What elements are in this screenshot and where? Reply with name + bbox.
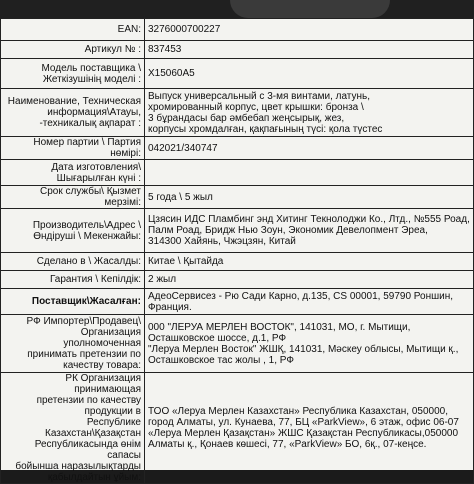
model-label-line: Жеткізушінің моделі :: [42, 73, 141, 85]
rk-org-value-line: Алматы қ., Қонаев көшесі, 77, «ParkView» БО, 6қ., 07-кеңсе.: [148, 439, 427, 450]
manufacture-date-label-line: Дата изготовления\: [51, 161, 141, 173]
name-value: [145, 89, 474, 137]
manufacturer-value-line: 314300 Хайянь, Чжэцзян, Китай: [148, 236, 296, 247]
rk-org-value: [145, 373, 474, 484]
made-in-label: Сделано в \ Жасалды:: [1, 253, 145, 271]
manufacture-date-value: [145, 160, 474, 186]
name-label-line: информация\Атауы,: [47, 107, 141, 118]
name-label-line: Наименование, Техническая: [7, 96, 141, 107]
name-value-line: хромированный корпус, цвет крышки: бронза \: [148, 101, 364, 113]
background-object: [230, 0, 390, 18]
model-label-line: Модель поставщика \: [41, 62, 141, 74]
name-label: [1, 89, 145, 137]
rf-importer-label-line: качеству товара:: [63, 360, 141, 371]
rf-importer-label-line: Организация уполномоченная: [63, 327, 141, 349]
row-model: [1, 59, 474, 89]
batch-value: 042021/340747: [145, 137, 474, 160]
article-value: 837453: [145, 41, 474, 59]
row-article: [1, 41, 474, 59]
rf-importer-label: [1, 315, 145, 373]
row-name: [1, 89, 474, 137]
batch-label: Номер партии \ Партия нөмірі:: [1, 137, 145, 160]
manufacturer-value-line: Палм Роад, Бридж Нью Зоун, Экономик Девелопмент Эреа,: [148, 225, 428, 236]
rf-importer-label-line: принимать претензии по: [27, 349, 141, 360]
rf-importer-value-line: Осташковское шоссе, д.1, РФ: [148, 332, 287, 344]
made-in-value: Китае \ Қытайда: [145, 253, 474, 271]
ean-label: EAN:: [1, 19, 145, 41]
row-ean: [1, 19, 474, 41]
manufacturer-value-line: Цзясин ИДС Пламбинг энд Хитинг Текнолоджи Ко., Лтд., №555 Роад,: [148, 214, 470, 225]
name-label-line: -техникалық ақпарат :: [39, 118, 141, 129]
rk-org-value-line: город Алматы, ул. Кунаева, 77, БЦ «ParkView», 6 этаж, офис 06-07: [148, 417, 459, 428]
supplier-label: Поставщик\Жасалған:: [1, 289, 145, 315]
rk-org-label-line: қабылдайтын ұйым:: [47, 472, 141, 483]
product-label-sticker: [0, 18, 474, 483]
rf-importer-value-line: Осташковское тас жолы , 1, РФ: [148, 354, 294, 366]
warranty-value: 2 жыл: [145, 271, 474, 289]
rf-importer-value-line: "Леруа Мерлен Восток" ЖШҚ, 141031, Мәскеу облысы, Мытищи қ.,: [148, 343, 459, 355]
warranty-label: Гарантия \ Кепілдік:: [1, 271, 145, 289]
manufacturer-label-line: Производитель\Адрес \: [32, 219, 141, 231]
model-value: X15060A5: [145, 59, 474, 89]
row-manufacturer: [1, 209, 474, 253]
rk-org-label: [1, 373, 145, 484]
name-value-line: 3 бұрандасы бар әмбебап жеңсырық, жез,: [148, 112, 345, 124]
model-label: [1, 59, 145, 89]
rk-org-label-line: РК Организация принимающая: [65, 373, 141, 395]
rf-importer-value: [145, 315, 474, 373]
ean-value: 3276000700227: [145, 19, 474, 41]
rf-importer-label-line: РФ Импортер\Продавец\: [26, 316, 141, 327]
row-service-life: [1, 186, 474, 209]
name-value-line: корпусы хромдалған, қақпағының түсі: қола түстес: [148, 123, 383, 135]
rk-org-value-line: «Леруа Мерлен Қазақстан» ЖШС Қазақстан Республикасы,050000: [148, 428, 459, 439]
row-supplier: [1, 289, 474, 315]
manufacturer-label-line: Өндіруші \ Мекенжайы:: [33, 230, 141, 242]
service-life-value: 5 года \ 5 жыл: [145, 186, 474, 209]
name-value-line: Выпуск универсальный с 3-мя винтами, латунь,: [148, 90, 371, 102]
row-batch: [1, 137, 474, 160]
manufacturer-label: [1, 209, 145, 253]
rk-org-label-line: бойынша наразылықтарды: [15, 461, 141, 472]
row-rf-importer: [1, 315, 474, 373]
row-rk-org: [1, 373, 474, 484]
rf-importer-value-line: 000 "ЛЕРУА МЕРЛЕН ВОСТОК", 141031, МО, г. Мытищи,: [148, 321, 411, 333]
supplier-value: АдеоСервисез - Рю Сади Карно, д.135, CS 00001, 59790 Роншин, Франция.: [145, 289, 474, 315]
photo-background-top: [0, 0, 474, 18]
row-warranty: [1, 271, 474, 289]
article-label: Артикул № :: [1, 41, 145, 59]
rk-org-label-line: претензии по качеству продукции в: [36, 395, 141, 417]
service-life-label: Срок службы\ Қызмет мерзімі:: [1, 186, 145, 209]
row-made-in: [1, 253, 474, 271]
rk-org-value-line: ТОО «Леруа Мерлен Казахстан» Республика Казахстан, 050000,: [148, 406, 448, 417]
row-manufacture-date: [1, 160, 474, 186]
manufacture-date-label-line: Шығарылған күні :: [56, 172, 141, 184]
rk-org-label-line: Республикасында өнім сапасы: [34, 439, 141, 461]
rk-org-label-line: Республике Казахстан\Қазақстан: [45, 417, 141, 439]
product-spec-table: [0, 18, 474, 484]
manufacturer-value: [145, 209, 474, 253]
manufacture-date-label: [1, 160, 145, 186]
